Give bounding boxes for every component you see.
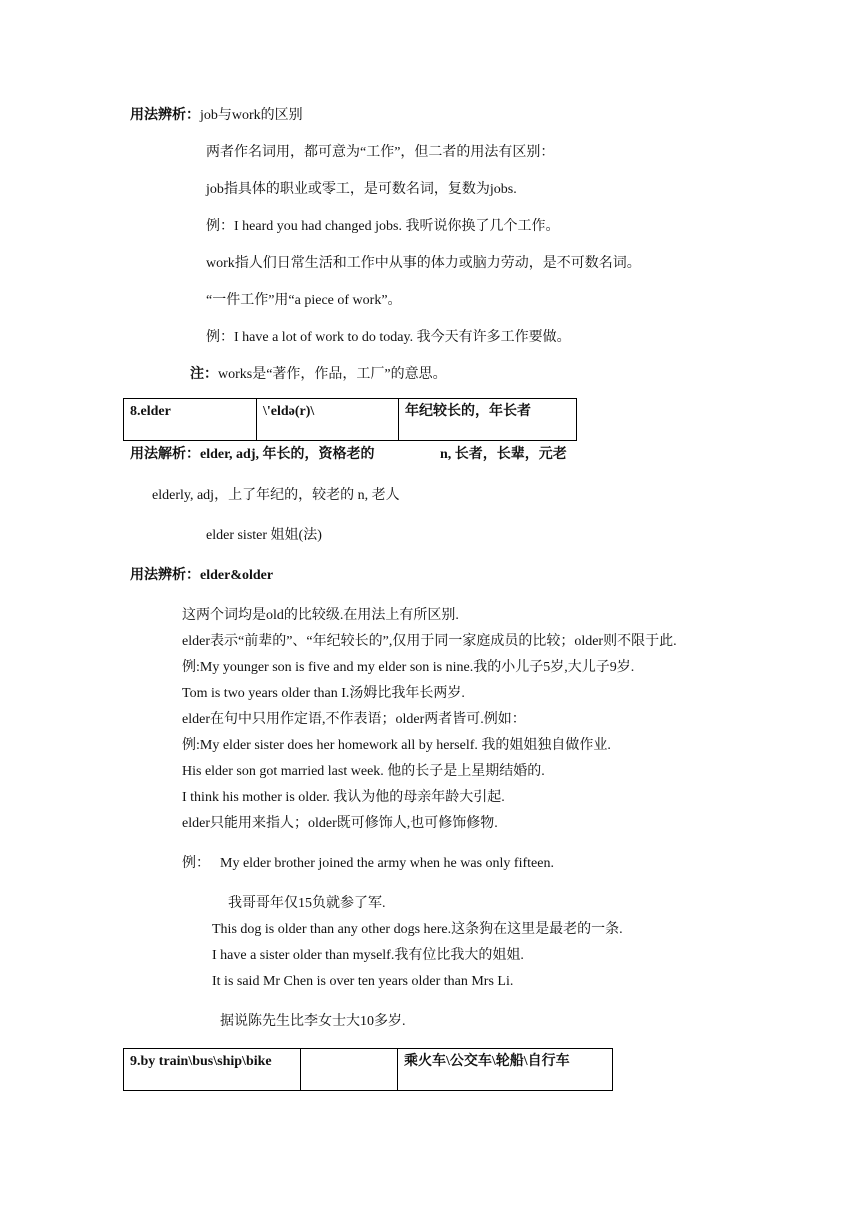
text-line: elder只能用来指人；older既可修饰人,也可修饰修物.	[182, 816, 498, 831]
text-line: elder在句中只用作定语,不作表语；older两者皆可.例如：	[182, 712, 526, 727]
text-line: Tom is two years older than I.汤姆比我年长两岁.	[182, 686, 465, 701]
text-line: I have a sister older than myself.我有位比我大的姐姐.	[212, 948, 524, 963]
note-label: 注：	[190, 367, 218, 382]
example-translation: 我哥哥年仅15负就参了军.	[228, 896, 386, 911]
phonetic-cell	[301, 1049, 398, 1091]
text-line: I think his mother is older. 我认为他的母亲年龄大引起.	[182, 790, 505, 805]
note-line	[190, 366, 447, 384]
usage-line-elder: 用法解析：elder, adj, 年长的，资格老的	[130, 447, 375, 462]
note-text: works是“著作，作品，工厂”的意思。	[218, 367, 447, 382]
usage-line-elder-older: 用法辨析：elder&older	[130, 568, 274, 583]
text-line: work指人们日常生活和工作中从事的体力或脑力劳动，是不可数名词。	[206, 256, 641, 271]
text-line: This dog is older than any other dogs here.这条狗在这里是最老的一条.	[212, 922, 623, 937]
phonetic-cell: \'eldə(r)\	[257, 399, 399, 441]
text-line: It is said Mr Chen is over ten years older than Mrs Li.	[212, 974, 514, 989]
text-line: elder sister 姐姐(法)	[206, 528, 322, 543]
text-line: 例：I have a lot of work to do today. 我今天有许多工作要做。	[206, 330, 571, 345]
text-line: 两者作名词用，都可意为“工作”，但二者的用法有区别：	[206, 145, 555, 160]
usage-text: job与work的区别	[200, 108, 303, 123]
usage-line-elder-noun: n, 长者，长辈，元老	[440, 447, 567, 462]
usage-line-job-work	[130, 107, 303, 125]
example-text: My elder brother joined the army when he was only fifteen.	[220, 856, 554, 871]
meaning-cell: 乘火车\公交车\轮船\自行车	[398, 1049, 613, 1091]
text-line: elder表示“前辈的”、“年纪较长的”,仅用于同一家庭成员的比较；older则不限于此.	[182, 634, 677, 649]
text-line: His elder son got married last week. 他的长子是上星期结婚的.	[182, 764, 545, 779]
text-line: elderly, adj，上了年纪的，较老的 n, 老人	[152, 488, 400, 503]
example-label: 例：	[182, 856, 210, 871]
text-line: 据说陈先生比李女士大10多岁.	[220, 1014, 406, 1029]
text-line: 例：I heard you had changed jobs. 我听说你换了几个工作。	[206, 219, 560, 234]
meaning-cell: 年纪较长的，年长者	[399, 399, 577, 441]
word-table-elder	[123, 398, 577, 441]
text-line: job指具体的职业或零工，是可数名词，复数为jobs.	[206, 182, 517, 197]
usage-label: 用法辨析：	[130, 108, 200, 123]
word-cell: 9.by train\bus\ship\bike	[124, 1049, 301, 1091]
text-line: 这两个词均是old的比较级.在用法上有所区别.	[182, 608, 459, 623]
word-table-by-transport	[123, 1048, 613, 1091]
text-line: “一件工作”用“a piece of work”。	[206, 293, 402, 308]
text-line: 例:My younger son is five and my elder son is nine.我的小儿子5岁,大儿子9岁.	[182, 660, 635, 675]
table-row	[124, 399, 577, 441]
table-row	[124, 1049, 613, 1091]
word-cell: 8.elder	[124, 399, 257, 441]
text-line: 例:My elder sister does her homework all by herself. 我的姐姐独自做作业.	[182, 738, 611, 753]
